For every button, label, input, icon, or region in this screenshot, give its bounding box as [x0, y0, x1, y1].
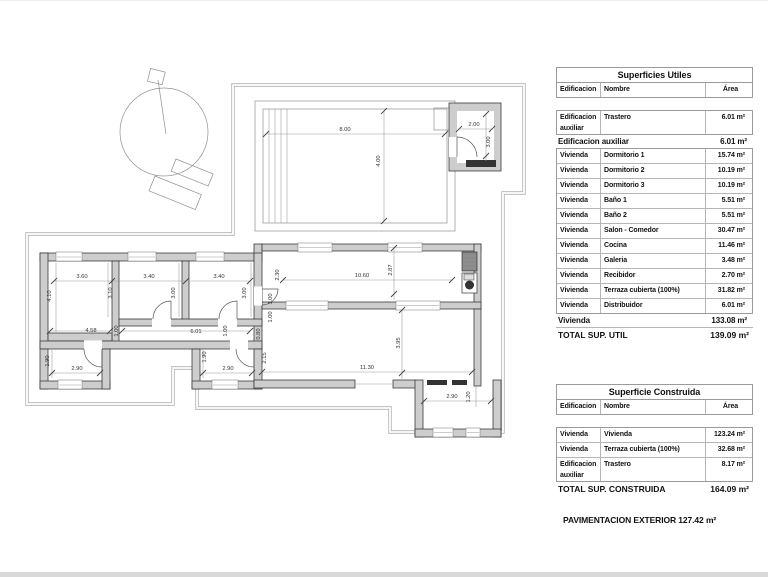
table-row — [557, 253, 752, 268]
dimension-label: 2.90 — [446, 394, 458, 400]
dimension-label: 2.00 — [468, 122, 480, 128]
dimension-label: 1.00 — [268, 311, 274, 323]
dimension-label: 3.00 — [171, 287, 177, 299]
table-row — [557, 193, 752, 208]
dimension-label: 4.58 — [85, 328, 97, 334]
cell-e: Vivienda — [557, 299, 601, 313]
table-row — [557, 223, 752, 238]
planter — [171, 159, 213, 186]
cell-a: 10.19 m² — [717, 182, 745, 189]
door-arc-galeria — [84, 349, 102, 367]
table-body-auxiliar — [556, 110, 753, 135]
dimension-label: 3.40 — [213, 274, 225, 280]
cell-e: Vivienda — [557, 164, 601, 178]
dimension-label: 10.60 — [354, 273, 370, 279]
col-nombre: Nombre — [601, 83, 706, 97]
dimension-label: 8.00 — [339, 127, 351, 133]
wall-corridor-south — [40, 341, 262, 349]
cell-e: Vivienda — [557, 269, 601, 283]
dimension-label: 2.30 — [275, 269, 281, 281]
wall-beds-south — [119, 319, 262, 326]
cell-a: 2.70 m² — [721, 272, 745, 279]
cell-e: Vivienda — [557, 239, 601, 253]
table-row — [557, 268, 752, 283]
cell-n: Vivienda — [601, 428, 706, 442]
dimension-label: 1.00 — [223, 325, 229, 337]
door-arc-bed2 — [153, 301, 171, 319]
dimension-label: 1.00 — [114, 325, 120, 337]
table-row — [557, 442, 752, 457]
dimension-label: 4.00 — [376, 155, 382, 167]
table-row — [557, 178, 752, 193]
dimension-label: 3.60 — [76, 274, 88, 280]
wall-porch-east — [493, 380, 501, 437]
table-row — [557, 298, 752, 313]
dimension-label: 1.20 — [466, 391, 472, 403]
cell-a: 15.74 m² — [717, 152, 745, 159]
dimension-label: 2.90 — [222, 366, 234, 372]
table-row — [557, 457, 752, 481]
cell-a: 6.01 m² — [721, 302, 745, 309]
table-row — [557, 149, 752, 163]
dimension-label: 3.95 — [396, 337, 402, 349]
cell-n: Terraza cubierta (100%) — [601, 443, 706, 457]
planter — [149, 176, 201, 210]
table-title: Superficie Construida — [557, 385, 752, 400]
dimension-label: 1.00 — [268, 293, 274, 305]
cell-e: Vivienda — [557, 149, 601, 163]
cell-e: Vivienda — [557, 428, 601, 442]
dimension-label: 6.01 — [190, 329, 202, 335]
porch-lintel — [452, 380, 467, 385]
cell-a: 31.82 m² — [717, 287, 745, 294]
cell-a: 32.68 m² — [717, 446, 745, 453]
cell-n: Recibidor — [601, 269, 706, 283]
cell-n: Terraza cubierta (100%) — [601, 284, 706, 298]
table-row — [557, 111, 752, 134]
cell-a: 30.47 m² — [717, 227, 745, 234]
wall-bed2-bed3 — [182, 261, 189, 320]
cell-e: Edificacion auxiliar — [557, 458, 601, 481]
table-superficie-construida — [556, 384, 753, 497]
cell-e: Vivienda — [557, 209, 601, 223]
table-row — [557, 163, 752, 178]
door-arc-bano2 — [236, 349, 254, 367]
dimension-label: 2.90 — [71, 366, 83, 372]
cell-e: Vivienda — [557, 254, 601, 268]
cell-e: Vivienda — [557, 194, 601, 208]
table-superficies-utiles — [556, 67, 753, 343]
cell-n: Cocina — [601, 239, 706, 253]
dimension-label: 3.40 — [143, 274, 155, 280]
dimension-label: 2.15 — [262, 352, 268, 364]
table-row — [557, 283, 752, 298]
pool — [255, 101, 455, 231]
table-row — [557, 238, 752, 253]
cell-n: Galeria — [601, 254, 706, 268]
cell-n: Baño 2 — [601, 209, 706, 223]
column-header-row — [557, 83, 752, 97]
cell-e: Vivienda — [557, 224, 601, 238]
cell-a: 6.01 m² — [721, 114, 745, 121]
trastero-sill — [466, 160, 496, 167]
wall-terrace-east — [474, 309, 481, 386]
col-area: Área — [722, 86, 739, 93]
cell-n: Dormitorio 2 — [601, 164, 706, 178]
dimension-label: 11.30 — [359, 365, 375, 371]
dimension-label: 3.00 — [242, 287, 248, 299]
cell-a: 3.48 m² — [721, 257, 745, 264]
cell-e: Vivienda — [557, 443, 601, 457]
cell-e: Vivienda — [557, 284, 601, 298]
cell-n: Trastero — [601, 458, 706, 481]
table-header-box — [556, 384, 753, 415]
cell-e: Vivienda — [557, 179, 601, 193]
wall-terrace-south — [254, 380, 355, 388]
dimension-label: 2.87 — [388, 264, 394, 276]
dimension-label: 4.10 — [47, 290, 53, 302]
dimension-label: 0.80 — [256, 328, 262, 340]
cell-a: 5.51 m² — [721, 197, 745, 204]
porch-lintel — [427, 380, 447, 385]
total-sup-util-row: TOTAL SUP. UTIL 139.09 m² — [558, 330, 749, 340]
cell-a: 11.46 m² — [718, 242, 745, 249]
dimension-label: 1.90 — [202, 351, 208, 363]
dimension-label: 3.10 — [108, 287, 114, 299]
total-sup-construida-row: TOTAL SUP. CONSTRUIDA 164.09 m² — [558, 484, 749, 494]
cell-n: Trastero — [601, 111, 706, 134]
cell-a: 10.19 m² — [717, 167, 745, 174]
col-edificacion: Edificacion — [557, 83, 601, 97]
door-arc-bed3 — [219, 301, 237, 319]
table-body-construida — [556, 427, 753, 482]
cell-a: 123.24 m² — [713, 431, 745, 438]
cell-n: Dormitorio 3 — [601, 179, 706, 193]
wall-porch-west — [415, 380, 423, 437]
table-header-box — [556, 67, 753, 98]
cell-n: Baño 1 — [601, 194, 706, 208]
round-tank — [120, 68, 213, 209]
cell-n: Salon - Comedor — [601, 224, 706, 238]
wall-salon-north — [262, 244, 481, 251]
table-body-vivienda — [556, 148, 753, 314]
col-edificacion: Edificacion — [557, 400, 601, 414]
table-row — [557, 428, 752, 442]
cell-n: Distribuidor — [601, 299, 706, 313]
pavimentacion-exterior-note: PAVIMENTACION EXTERIOR 127.42 m² — [563, 515, 717, 525]
dimension-label: 1.90 — [45, 355, 51, 367]
bottom-strip — [0, 572, 768, 577]
table-row — [557, 208, 752, 223]
col-nombre: Nombre — [601, 400, 706, 414]
wall-porch-south — [415, 429, 501, 437]
cell-e: Edificacion auxiliar — [557, 111, 601, 134]
cell-a: 5.51 m² — [721, 212, 745, 219]
wall-bed1-south — [48, 333, 112, 341]
dimension-label: 3.00 — [486, 136, 492, 148]
column-header-row — [557, 400, 752, 414]
boiler — [465, 281, 474, 290]
cell-n: Dormitorio 1 — [601, 149, 706, 163]
table-title: Superficies Utiles — [557, 68, 752, 83]
col-area: Área — [722, 403, 739, 410]
cell-a: 8.17 m² — [721, 461, 745, 468]
summary-row-auxiliar: Edificacion auxiliar 6.01 m² — [558, 137, 747, 146]
summary-row-vivienda: Vivienda 133.08 m² — [556, 314, 753, 328]
